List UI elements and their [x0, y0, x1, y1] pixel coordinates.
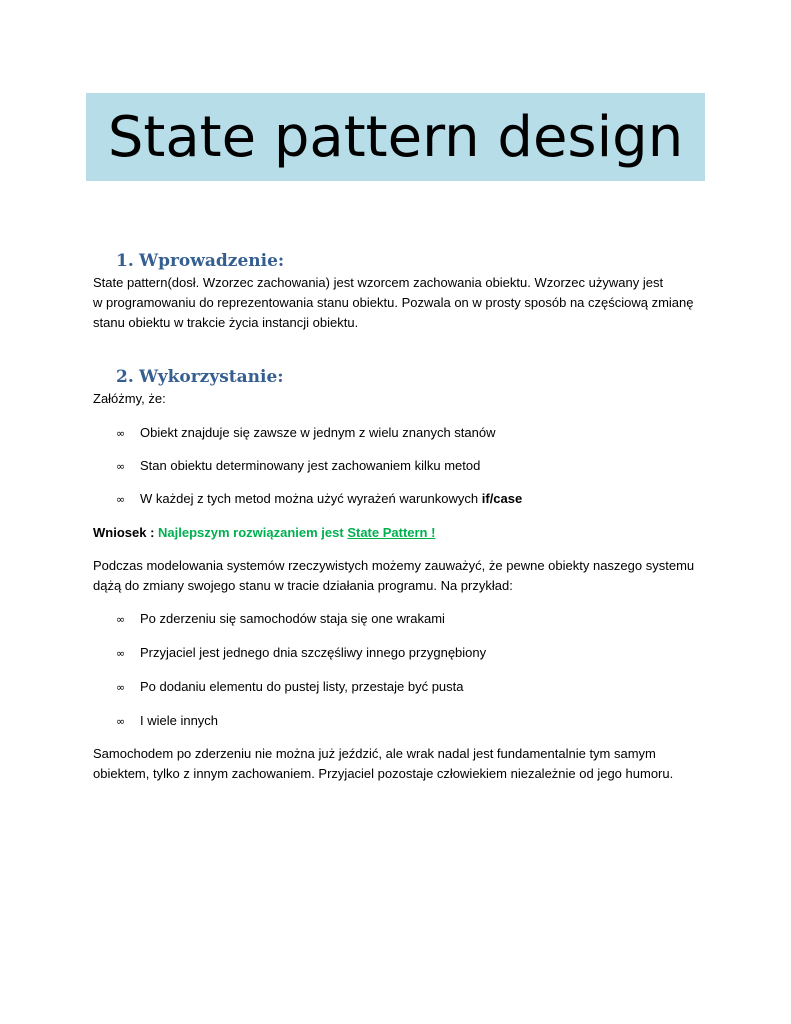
- closing-line-2: obiektem, tylko z innym zachowaniem. Przyjaciel pozostaje człowiekiem niezależnie od jego humoru.: [93, 766, 674, 781]
- list-item: [116, 643, 486, 664]
- intro-line-2: w programowaniu do reprezentowania stanu obiektu. Pozwala on w prosty sposób na częściową zmianę: [93, 295, 694, 310]
- section-heading-intro: [116, 251, 284, 271]
- page-title: State pattern design: [107, 104, 684, 170]
- paragraph-line-1: Podczas modelowania systemów rzeczywistych możemy zauważyć, że pewne obiekty naszego systemu: [93, 558, 695, 573]
- infinity-bullet-icon: ∞: [116, 493, 126, 506]
- list-item-text: Po dodaniu elementu do pustej listy, przestaje być pusta: [140, 679, 464, 694]
- list-item-text: W każdej z tych metod można użyć wyrażeń warunkowych: [140, 491, 482, 506]
- list-item: [116, 489, 522, 510]
- list-item-text: Obiekt znajduje się zawsze w jednym z wielu znanych stanów: [140, 425, 496, 440]
- list-item: [116, 609, 445, 630]
- list-item: [116, 423, 496, 444]
- infinity-bullet-icon: ∞: [116, 613, 126, 626]
- infinity-bullet-icon: ∞: [116, 460, 126, 473]
- section-title: Wykorzystanie:: [139, 367, 284, 387]
- list-item: [116, 456, 480, 477]
- usage-lead: Załóżmy, że:: [93, 391, 166, 406]
- infinity-bullet-icon: ∞: [116, 715, 126, 728]
- conclusion: [93, 523, 705, 543]
- intro-line-3: stanu obiektu w trakcie życia instancji obiektu.: [93, 315, 359, 330]
- section-heading-usage: [116, 367, 284, 387]
- list-item-text: Stan obiektu determinowany jest zachowaniem kilku metod: [140, 458, 481, 473]
- paragraph-line-2: dążą do zmiany swojego stanu w tracie działania programu. Na przykład:: [93, 578, 513, 593]
- conclusion-label: Wniosek :: [93, 525, 159, 540]
- list-item-text: Przyjaciel jest jednego dnia szczęśliwy innego przygnębiony: [140, 645, 487, 660]
- section-number: 2.: [116, 367, 134, 387]
- conclusion-text: Najlepszym rozwiązaniem jest: [158, 525, 348, 540]
- list-item: [116, 711, 218, 732]
- closing-line-1: Samochodem po zderzeniu nie można już jeździć, ale wrak nadal jest fundamentalnie tym samym: [93, 746, 656, 761]
- list-item-bold-text: if/case: [481, 491, 523, 506]
- section-number: 1.: [116, 251, 134, 271]
- infinity-bullet-icon: ∞: [116, 681, 126, 694]
- infinity-bullet-icon: ∞: [116, 647, 126, 660]
- title-banner: [86, 93, 705, 181]
- infinity-bullet-icon: ∞: [116, 427, 126, 440]
- section-title: Wprowadzenie:: [139, 251, 285, 271]
- state-pattern-link[interactable]: State Pattern !: [347, 525, 436, 540]
- intro-line-1: State pattern(dosł. Wzorzec zachowania) jest wzorcem zachowania obiektu. Wzorzec używany jest: [93, 275, 664, 290]
- list-item: [116, 677, 464, 698]
- list-item-text: Po zderzeniu się samochodów staja się one wrakami: [140, 611, 445, 626]
- list-item-text: I wiele innych: [140, 713, 219, 728]
